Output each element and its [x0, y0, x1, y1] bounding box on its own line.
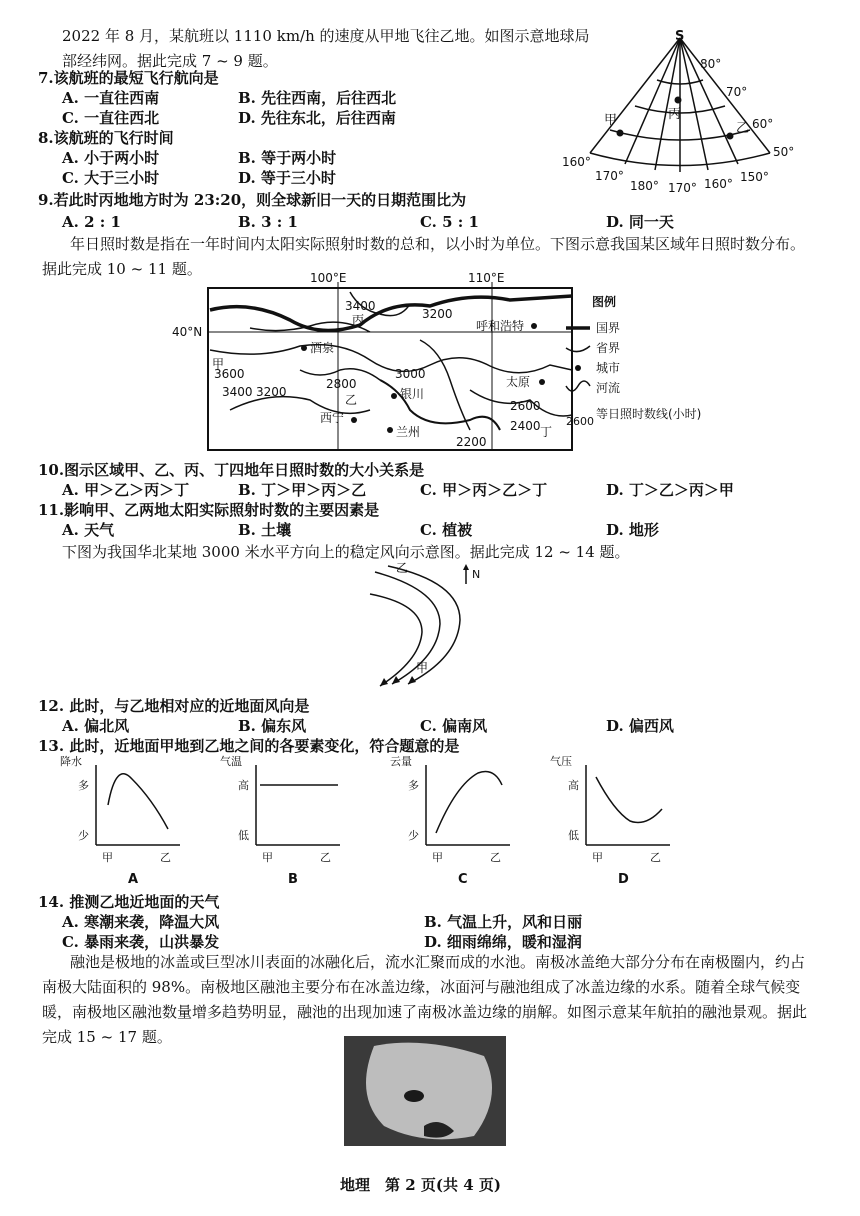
- svg-text:低: 低: [568, 829, 579, 842]
- legend-contour: 等日照时数线(小时): [596, 407, 702, 421]
- lat-50-label: 50°: [773, 145, 795, 159]
- mini-chart-d: [550, 754, 670, 887]
- point-yi-label: 乙: [736, 121, 750, 136]
- q8-option-b: B. 等于两小时: [238, 149, 337, 167]
- q14-option-c: C. 暴雨来袭，山洪暴发: [62, 933, 220, 951]
- point-jia: [617, 130, 624, 137]
- svg-text:甲: 甲: [432, 851, 443, 864]
- legend-contour-sample: 2600: [566, 415, 594, 428]
- mini-chart-b: [220, 754, 340, 887]
- intro-15-17: 融池是极地的冰盖或巨型冰川表面的冰融化后，流水汇聚而成的水池。南极冰盖绝大部分分布在南极圈内，约占南极大陆面积的 98%。南极地区融池主要分布在冰盖边缘，冰面河与融池组成了冰盖边缘的水系。随着全球气候变暖，南极地区融池数量增多趋势明显，融池的出现加速了南极冰盖边缘的崩解。如图示意某年航拍的融池景观。据此完成 15 ~ 17 题。: [42, 953, 808, 1046]
- polar-graticule-map: [560, 28, 795, 198]
- svg-text:A: A: [128, 872, 139, 887]
- q7-option-d: D. 先往东北，后往西南: [238, 109, 396, 127]
- contour-3000: 3000: [395, 367, 426, 381]
- place-ding: 丁: [540, 425, 553, 439]
- q9-stem: 9.若此时丙地地方时为 23:20，则全球新旧一天的日期范围比为: [38, 191, 467, 209]
- q11-option-a: A. 天气: [62, 521, 115, 539]
- q7-option-b: B. 先往西南，后往西北: [238, 89, 397, 107]
- wind-point-yi: 乙: [396, 561, 409, 575]
- svg-text:少: 少: [78, 829, 89, 842]
- q8-option-c: C. 大于三小时: [62, 169, 160, 187]
- svg-text:乙: 乙: [650, 851, 661, 864]
- sunshine-hours-map: [170, 270, 830, 460]
- q9-option-c: C. 5 : 1: [420, 213, 479, 231]
- contour-3200-n: 3200: [422, 307, 453, 321]
- q13-option-charts: [60, 755, 720, 890]
- lon-160w-label: 160°: [562, 155, 591, 169]
- q11-option-d: D. 地形: [606, 521, 659, 539]
- svg-text:C: C: [458, 872, 468, 887]
- svg-text:云量: 云量: [390, 755, 412, 768]
- point-jia-label: 甲: [604, 113, 618, 128]
- city-lanzhou: 兰州: [396, 425, 421, 439]
- lon-150e-label: 150°: [740, 170, 769, 184]
- q11-option-b: B. 土壤: [238, 521, 292, 539]
- lat-40n-label: 40°N: [172, 325, 203, 339]
- contour-3400-n: 3400: [345, 299, 376, 313]
- page-footer: 地理 第 2 页(共 4 页): [340, 1176, 501, 1194]
- city-yinchuan: 银川: [400, 387, 425, 401]
- legend-city: 城市: [596, 361, 621, 375]
- svg-text:乙: 乙: [320, 851, 331, 864]
- q10-stem: 10.图示区域甲、乙、丙、丁四地年日照时数的大小关系是: [38, 461, 425, 479]
- lat-80-label: 80°: [700, 57, 722, 71]
- contour-2600: 2600: [510, 399, 541, 413]
- lat-70-label: 70°: [726, 85, 748, 99]
- point-yi: [727, 133, 734, 140]
- svg-text:多: 多: [408, 779, 419, 792]
- q7-stem: 7.该航班的最短飞行航向是: [38, 69, 219, 87]
- point-bing: [675, 97, 682, 104]
- svg-text:B: B: [288, 872, 298, 887]
- q10-option-c: C. 甲＞丙＞乙＞丁: [420, 481, 548, 499]
- contour-3600: 3600: [214, 367, 245, 381]
- contour-2800: 2800: [326, 377, 357, 391]
- city-jiuquan: 酒泉: [310, 341, 335, 355]
- svg-text:高: 高: [568, 779, 579, 792]
- q12-option-a: A. 偏北风: [62, 717, 130, 735]
- lon-170w-label: 170°: [595, 169, 624, 183]
- mini-chart-a: [60, 754, 180, 887]
- q11-option-c: C. 植被: [420, 521, 473, 539]
- legend-national-border: 国界: [596, 321, 621, 335]
- intro-7-9: 2022 年 8 月，某航班以 1110 km/h 的速度从甲地飞往乙地。如图示意地球局部经纬网。据此完成 7 ~ 9 题。: [62, 27, 590, 70]
- city-hohhot: 呼和浩特: [476, 319, 525, 333]
- q7-option-a: A. 一直往西南: [62, 89, 160, 107]
- svg-text:乙: 乙: [490, 851, 501, 864]
- svg-text:甲: 甲: [102, 851, 113, 864]
- lon-110e-label: 110°E: [468, 271, 505, 285]
- mini-chart-c: [390, 755, 510, 887]
- q10-option-d: D. 丁＞乙＞丙＞甲: [606, 481, 734, 499]
- svg-text:多: 多: [78, 779, 89, 792]
- q14-option-d: D. 细雨绵绵，暖和湿润: [424, 933, 582, 951]
- q14-stem: 14. 推测乙地近地面的天气: [38, 893, 220, 911]
- lon-100e-label: 100°E: [310, 271, 347, 285]
- svg-text:少: 少: [408, 829, 419, 842]
- north-arrow-label: N: [472, 568, 481, 581]
- q8-option-d: D. 等于三小时: [238, 169, 336, 187]
- q12-option-c: C. 偏南风: [420, 717, 488, 735]
- contour-2400: 2400: [510, 419, 541, 433]
- lat-60-label: 60°: [752, 117, 774, 131]
- wind-point-jia: 甲: [416, 661, 429, 675]
- lon-160e-label: 160°: [704, 177, 733, 191]
- q8-stem: 8.该航班的飞行时间: [38, 129, 174, 147]
- point-bing-label: 丙: [668, 107, 682, 122]
- wind-direction-map: [360, 560, 500, 690]
- legend-province-border: 省界: [596, 341, 621, 355]
- svg-text:高: 高: [238, 779, 249, 792]
- svg-text:甲: 甲: [262, 851, 273, 864]
- q9-option-a: A. 2 : 1: [62, 213, 121, 231]
- q12-option-d: D. 偏西风: [606, 717, 674, 735]
- svg-text:D: D: [618, 872, 629, 887]
- legend-river: 河流: [596, 381, 621, 395]
- city-taiyuan: 太原: [506, 375, 531, 389]
- place-yi: 乙: [345, 393, 358, 407]
- q14-option-b: B. 气温上升，风和日丽: [424, 913, 583, 931]
- q11-stem: 11.影响甲、乙两地太阳实际照射时数的主要因素是: [38, 501, 380, 519]
- svg-text:降水: 降水: [60, 755, 82, 768]
- svg-text:低: 低: [238, 829, 249, 842]
- q9-option-b: B. 3 : 1: [238, 213, 298, 231]
- svg-text:甲: 甲: [592, 851, 603, 864]
- lon-170e-label: 170°: [668, 181, 697, 195]
- q13-stem: 13. 此时，近地面甲地到乙地之间的各要素变化，符合题意的是: [38, 737, 460, 755]
- place-jia: 甲: [212, 357, 225, 371]
- lon-180-label: 180°: [630, 179, 659, 193]
- legend-title: 图例: [592, 295, 617, 309]
- svg-text:气压: 气压: [550, 755, 572, 768]
- melt-pond-aerial-photo: [344, 1036, 506, 1146]
- q8-option-a: A. 小于两小时: [62, 149, 160, 167]
- pole-label: S: [675, 29, 685, 44]
- city-xining: 西宁: [320, 411, 345, 425]
- svg-text:气温: 气温: [220, 755, 242, 768]
- q9-option-d: D. 同一天: [606, 213, 674, 231]
- q14-option-a: A. 寒潮来袭，降温大风: [62, 913, 220, 931]
- contour-3400-w: 3400: [222, 385, 253, 399]
- svg-text:乙: 乙: [160, 851, 171, 864]
- q10-option-b: B. 丁＞甲＞丙＞乙: [238, 481, 367, 499]
- intro-12-14: 下图为我国华北某地 3000 米水平方向上的稳定风向示意图。据此完成 12 ~ 14 题。: [62, 543, 630, 561]
- q12-option-b: B. 偏东风: [238, 717, 307, 735]
- q7-option-c: C. 一直往西北: [62, 109, 160, 127]
- contour-3200-w: 3200: [256, 385, 287, 399]
- place-bing: 丙: [352, 313, 365, 327]
- contour-2200: 2200: [456, 435, 487, 449]
- q12-stem: 12. 此时，与乙地相对应的近地面风向是: [38, 697, 310, 715]
- q10-option-a: A. 甲＞乙＞丙＞丁: [62, 481, 190, 499]
- intro-10-11: 年日照时数是指在一年时间内太阳实际照射时数的总和，以小时为单位。下图示意我国某区域年日照时数分布。据此完成 10 ~ 11 题。: [42, 235, 806, 278]
